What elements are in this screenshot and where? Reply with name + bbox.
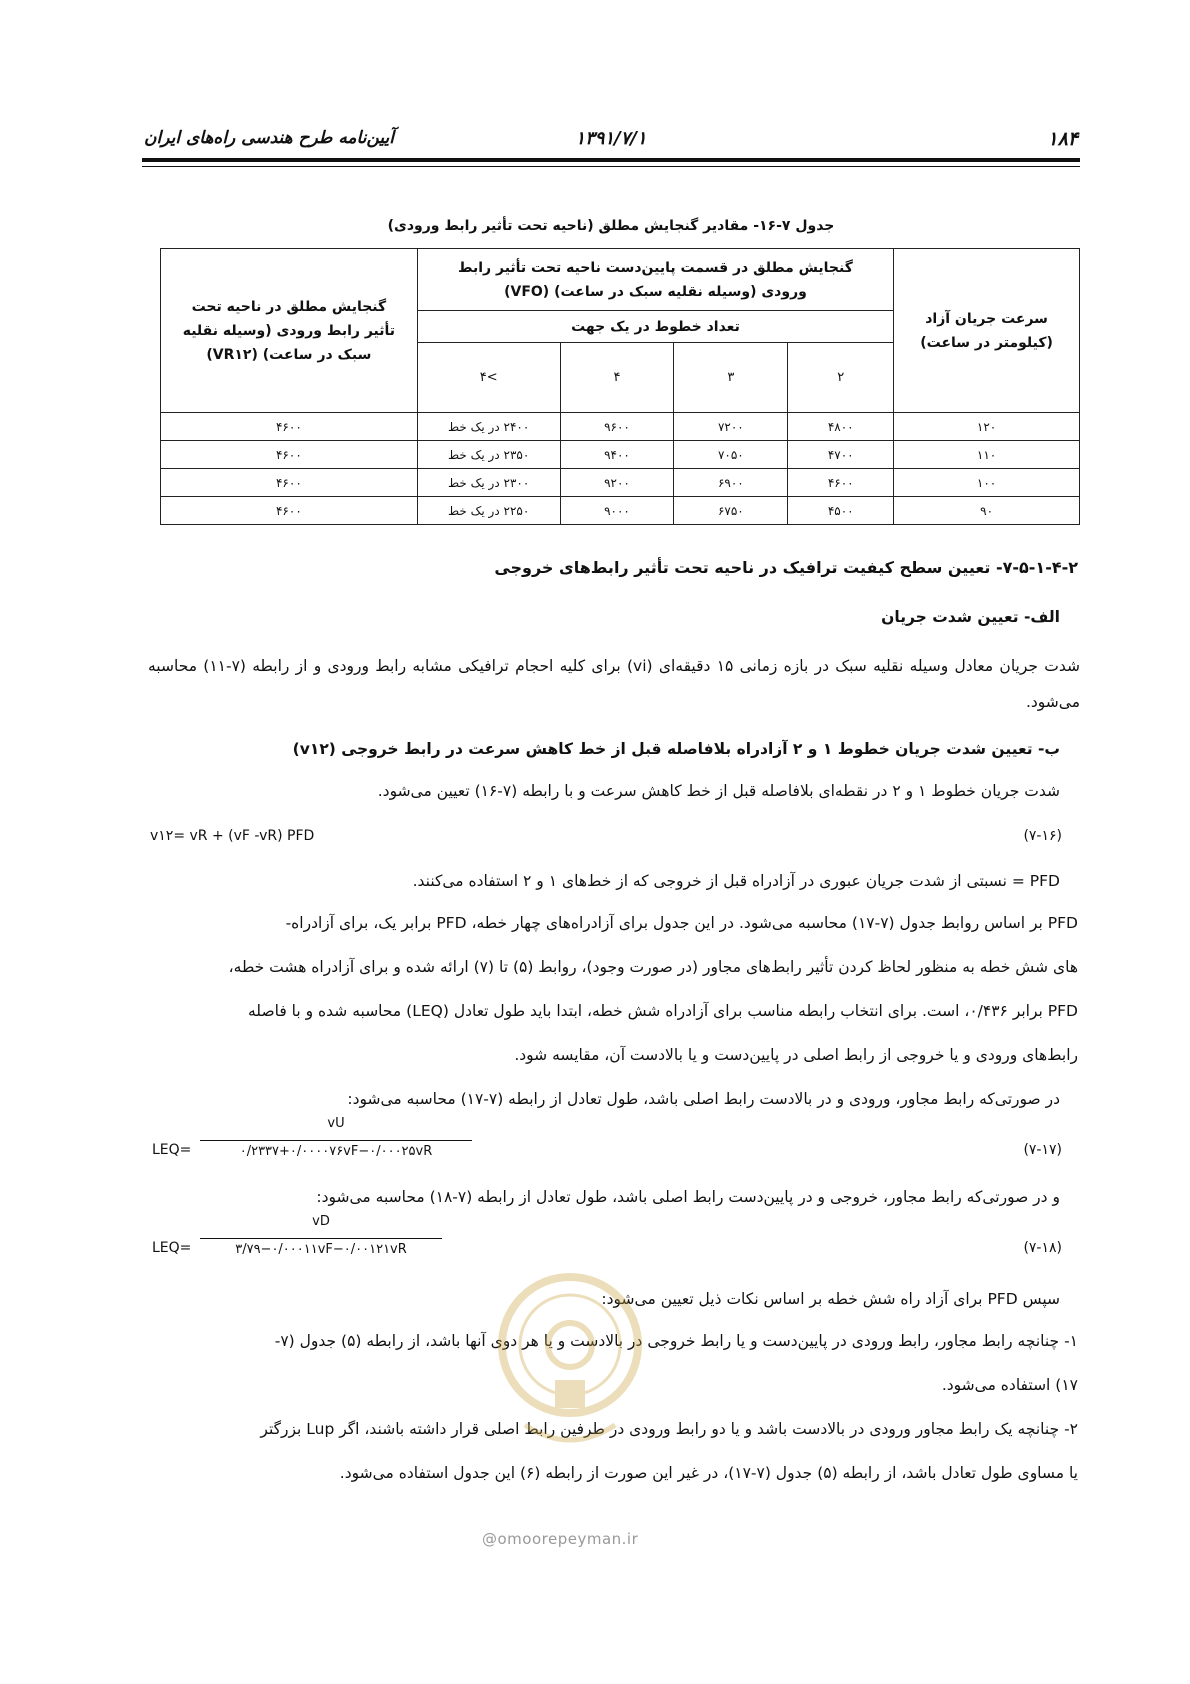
equation-18-numerator: vD: [312, 1214, 330, 1229]
paragraph-pfd-definition: PFD = نسبتی از شدت جریان عبوری در آزادراه قبل از خروجی که از خط‌های ۱ و ۲ استفاده می‌کنند.: [412, 872, 1060, 890]
equation-17-fraction-bar: [200, 1140, 472, 1141]
paragraph-upstream: در صورتی‌که رابط مجاور، ورودی و در بالادست رابط اصلی باشد، طول تعادل از رابطه (۷-۱۷) محاسبه می‌شود:: [347, 1090, 1060, 1108]
watermark-text: @omoorepeyman.ir: [482, 1530, 639, 1548]
header-influence-capacity: گنجایش مطلق در ناحیه تحت تأثیر رابط ورودی (وسیله نقلیه سبک در ساعت) (VR۱۲): [161, 249, 418, 413]
list-item-1-line-2: ۱۷) استفاده می‌شود.: [941, 1376, 1078, 1394]
cell-speed: ۱۱۰: [894, 441, 1080, 469]
paragraph-pfd-line-1: PFD بر اساس روابط جدول (۷-۱۷) محاسبه می‌شود. در این جدول برای آزادراه‌های چهار خطه، PFD برابر یک، برای آزادراه-: [285, 914, 1078, 932]
lane-header-2: ۲: [788, 343, 894, 413]
cell-speed: ۱۲۰: [894, 413, 1080, 441]
lane-header-3: ۳: [674, 343, 788, 413]
header-date: ۱۳۹۱/۷/۱: [575, 128, 647, 149]
subheading-b: ب- تعیین شدت جریان خطوط ۱ و ۲ آزادراه بلافاصله قبل از خط کاهش سرعت در رابط خروجی (v۱۲): [292, 740, 1060, 758]
cell-lanes-2: ۴۸۰۰: [788, 413, 894, 441]
paragraph-a: شدت جریان معادل وسیله نقلیه سبک در بازه زمانی ۱۵ دقیقه‌ای (vi) برای کلیه احجام ترافیکی مشابه رابط ورودی و از رابطه (۷-۱۱) محاسبه می‌شود.: [148, 657, 1080, 711]
equation-18-number: (۷-۱۸): [1023, 1240, 1062, 1256]
cell-lanes-more: ۲۳۵۰ در یک خط: [417, 441, 560, 469]
book-title: آیین‌نامه طرح هندسی راه‌های ایران: [144, 128, 394, 148]
paragraph-downstream: و در صورتی‌که رابط مجاور، خروجی و در پایین‌دست رابط اصلی باشد، طول تعادل از رابطه (۷-۱۸) محاسبه می‌شود:: [316, 1188, 1060, 1206]
cell-vr12: ۴۶۰۰: [161, 497, 418, 525]
list-item-1-line-1: ۱- چنانچه رابط مجاور، رابط ورودی در پایین‌دست و یا رابط خروجی در بالادست و یا هر دوی آنها باشد، از رابطه (۵) جدول (۷-: [274, 1332, 1078, 1350]
cell-lanes-more: ۲۳۰۰ در یک خط: [417, 469, 560, 497]
table-caption: جدول ۷-۱۶- مقادیر گنجایش مطلق (ناحیه تحت تأثیر رابط ورودی): [387, 218, 835, 234]
equation-16-formula: v۱۲= vR + (vF -vR) PFD: [150, 828, 315, 844]
cell-lanes-3: ۷۰۵۰: [674, 441, 788, 469]
cell-lanes-more: ۲۲۵۰ در یک خط: [417, 497, 560, 525]
header-rule-thick: [142, 158, 1080, 162]
cell-vr12: ۴۶۰۰: [161, 413, 418, 441]
capacity-table: [160, 248, 1080, 525]
header-lanes-per-direction: تعداد خطوط در یک جهت: [417, 311, 893, 343]
cell-lanes-3: ۶۷۵۰: [674, 497, 788, 525]
lane-header-4: ۴: [560, 343, 674, 413]
cell-speed: ۱۰۰: [894, 469, 1080, 497]
paragraph-b: شدت جریان خطوط ۱ و ۲ در نقطه‌ای بلافاصله قبل از خط کاهش سرعت و با رابطه (۷-۱۶) تعیین می‌شود.: [377, 782, 1060, 800]
cell-lanes-4: ۹۶۰۰: [560, 413, 674, 441]
paragraph-pfd-line-3: PFD برابر ۰/۴۳۶، است. برای انتخاب رابطه مناسب برای آزادراه شش خطه، ابتدا باید طول تعادل (LEQ) محاسبه شده و با فاصله: [248, 1002, 1078, 1020]
table-row: [161, 441, 1080, 469]
table-row: [161, 497, 1080, 525]
equation-17-lhs: LEQ=: [152, 1142, 192, 1158]
cell-lanes-2: ۴۶۰۰: [788, 469, 894, 497]
subheading-a: الف- تعیین شدت جریان: [881, 608, 1060, 626]
watermark-seal-icon: [495, 1250, 645, 1470]
cell-lanes-4: ۹۲۰۰: [560, 469, 674, 497]
header-free-flow-speed: سرعت جریان آزاد (کیلومتر در ساعت): [894, 249, 1080, 413]
table-row: [161, 469, 1080, 497]
cell-lanes-4: ۹۰۰۰: [560, 497, 674, 525]
cell-lanes-4: ۹۴۰۰: [560, 441, 674, 469]
equation-18-fraction-bar: [200, 1238, 442, 1239]
equation-18-denominator: ۳/۷۹−۰/۰۰۰۱۱vF−۰/۰۰۱۲۱vR: [235, 1242, 407, 1257]
table-row: [161, 413, 1080, 441]
header-downstream-capacity: گنجایش مطلق در قسمت پایین‌دست ناحیه تحت تأثیر رابط ورودی (وسیله نقلیه سبک در ساعت) (VFO): [417, 249, 893, 311]
cell-lanes-more: ۲۴۰۰ در یک خط: [417, 413, 560, 441]
equation-17-denominator: ۰/۲۳۳۷+۰/۰۰۰۰۷۶vF−۰/۰۰۰۲۵vR: [239, 1144, 433, 1159]
cell-lanes-2: ۴۷۰۰: [788, 441, 894, 469]
list-item-2-line-1: ۲- چنانچه یک رابط مجاور ورودی در بالادست باشد و یا دو رابط ورودی در طرفین رابط اصلی قرار داشته باشند، اگر Lup بزرگتر: [260, 1420, 1078, 1438]
paragraph-pfd-line-2: های شش خطه به منظور لحاظ کردن تأثیر رابط‌های مجاور (در صورت وجود)، روابط (۵) تا (۷) ارائه شده و برای آزادراه هشت خطه،: [228, 958, 1078, 976]
paragraph-pfd-line-4: رابط‌های ورودی و یا خروجی از رابط اصلی در پایین‌دست و یا بالادست آن، مقایسه شود.: [514, 1046, 1078, 1064]
cell-vr12: ۴۶۰۰: [161, 441, 418, 469]
header-rule-thin: [142, 166, 1080, 167]
lane-header-more-than-4: >۴: [417, 343, 560, 413]
paragraph-then: سپس PFD برای آزاد راه شش خطه بر اساس نکات ذیل تعیین می‌شود:: [601, 1290, 1060, 1308]
cell-vr12: ۴۶۰۰: [161, 469, 418, 497]
cell-lanes-3: ۶۹۰۰: [674, 469, 788, 497]
equation-16-number: (۷-۱۶): [1023, 828, 1062, 844]
section-heading: ۷-۵-۱-۴-۲- تعیین سطح کیفیت ترافیک در ناحیه تحت تأثیر رابط‌های خروجی: [494, 558, 1078, 577]
page-number: ۱۸۴: [1047, 128, 1078, 150]
cell-lanes-2: ۴۵۰۰: [788, 497, 894, 525]
cell-speed: ۹۰: [894, 497, 1080, 525]
list-item-2-line-2: یا مساوی طول تعادل باشد، از رابطه (۵) جدول (۷-۱۷)، در غیر این صورت از رابطه (۶) این جدول استفاده می‌شود.: [339, 1464, 1078, 1482]
equation-17-number: (۷-۱۷): [1023, 1142, 1062, 1158]
equation-17-numerator: vU: [327, 1116, 345, 1131]
equation-18-lhs: LEQ=: [152, 1240, 192, 1256]
cell-lanes-3: ۷۲۰۰: [674, 413, 788, 441]
page-header: [144, 128, 1078, 158]
